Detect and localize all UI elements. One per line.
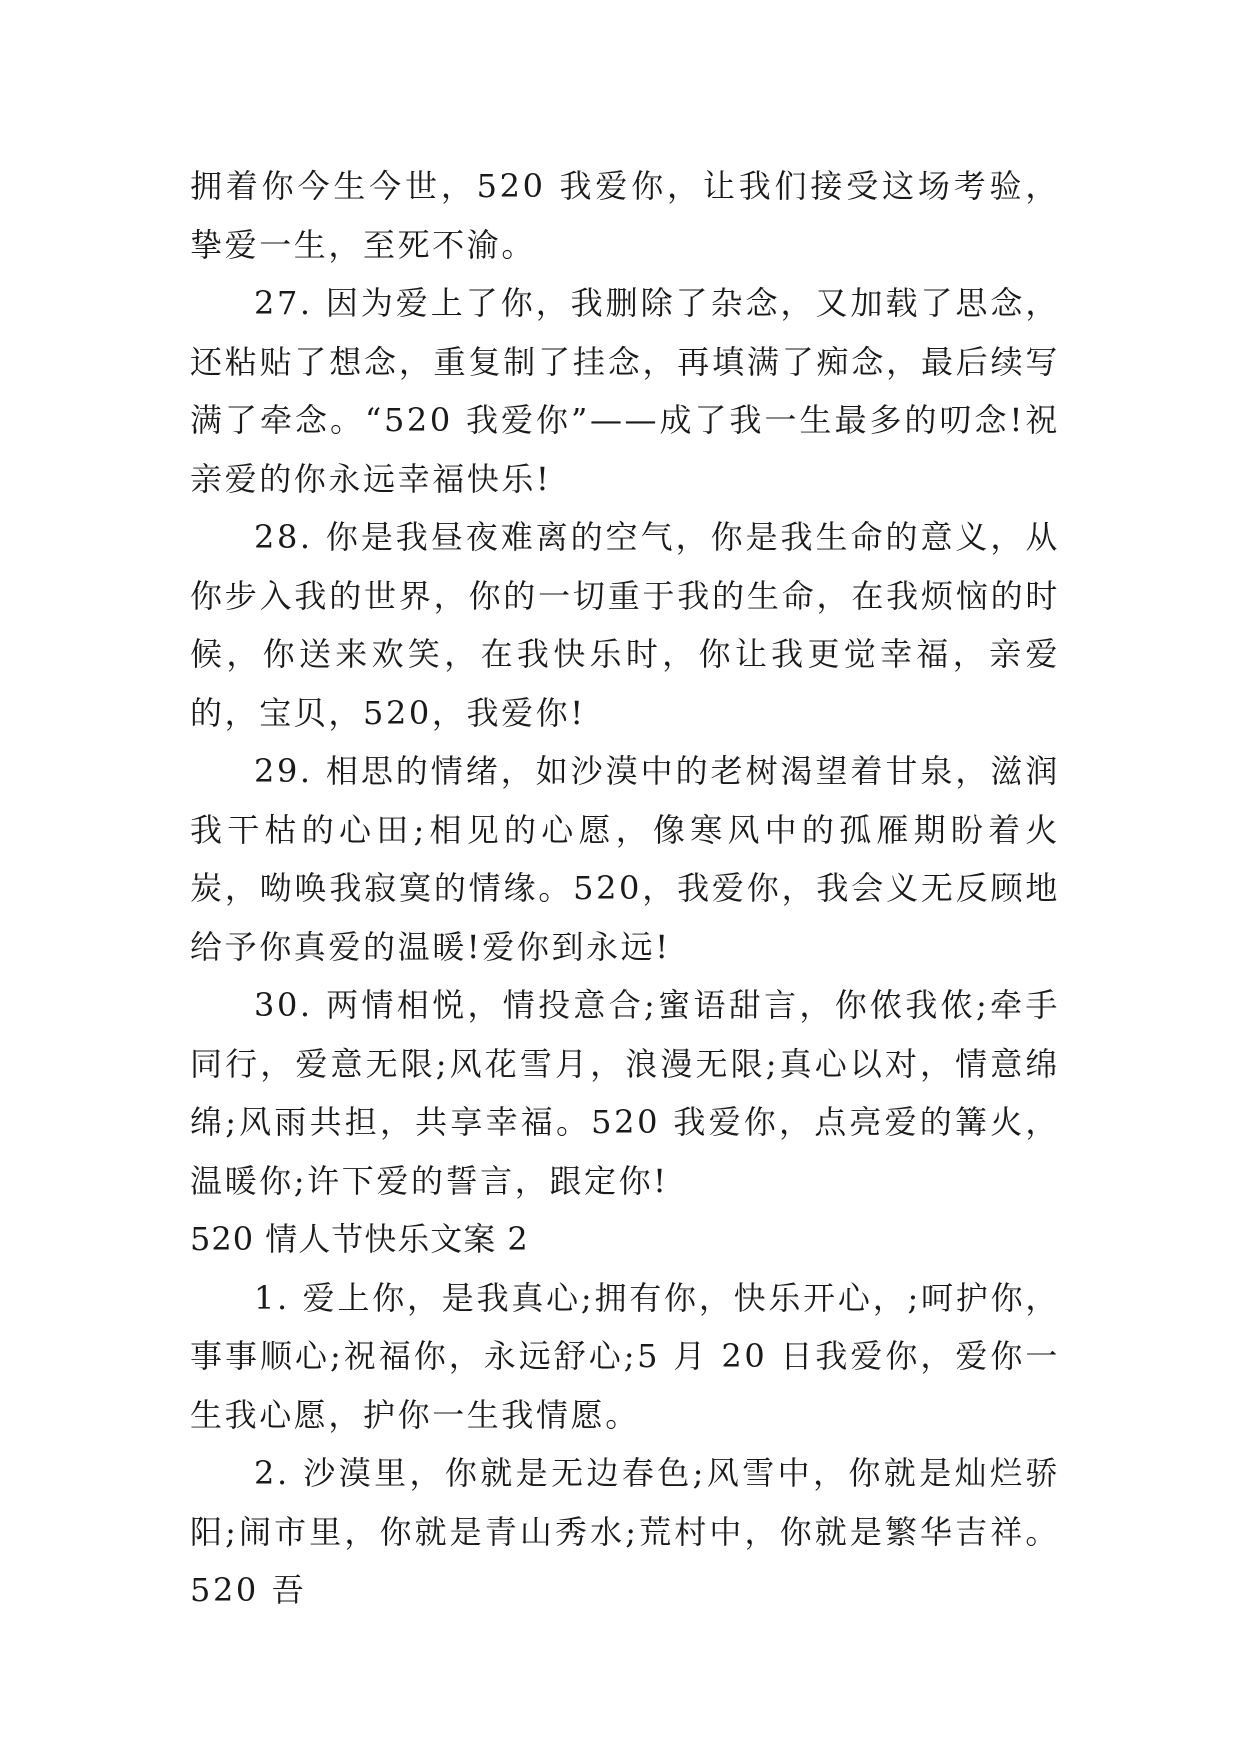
- paragraph-27: 27. 因为爱上了你，我删除了杂念，又加载了思念，还粘贴了想念，重复制了挂念，再填满了痴念，最后续写满了牵念。“520 我爱你”——成了我一生最多的叨念!祝亲爱的你永远幸福快乐!: [190, 284, 1060, 498]
- section-heading: 520 情人节快乐文案 2: [190, 1220, 529, 1258]
- section-paragraph-2: 2. 沙漠里，你就是无边春色;风雪中，你就是灿烂骄阳;闹市里，你就是青山秀水;荒村中，你就是繁华吉祥。520 吾: [190, 1454, 1060, 1609]
- paragraph-28: 28. 你是我昼夜难离的空气，你是我生命的意义，从你步入我的世界，你的一切重于我的生命，在我烦恼的时候，你送来欢笑，在我快乐时，你让我更觉幸福，亲爱的，宝贝，520，我爱你!: [190, 518, 1060, 732]
- paragraph-30: 30. 两情相悦，情投意合;蜜语甜言，你侬我侬;牵手同行，爱意无限;风花雪月，浪漫无限;真心以对，情意绵绵;风雨共担，共享幸福。520 我爱你，点亮爱的篝火，温暖你;许下爱的誓言，跟定你!: [190, 986, 1060, 1200]
- paragraph-29: 29. 相思的情绪，如沙漠中的老树渴望着甘泉，滋润我干枯的心田;相见的心愿，像寒风中的孤雁期盼着火炭，呦唤我寂寞的情缘。520，我爱你，我会义无反顾地给予你真爱的温暖!爱你到永远!: [190, 752, 1060, 966]
- document-body: [190, 157, 1060, 1620]
- section-paragraph-1: 1. 爱上你，是我真心;拥有你，快乐开心，;呵护你，事事顺心;祝福你，永远舒心;5 月 20 日我爱你，爱你一生我心愿，护你一生我情愿。: [190, 1278, 1060, 1434]
- paragraph-continued: 拥着你今生今世，520 我爱你，让我们接受这场考验，挚爱一生，至死不渝。: [190, 167, 1060, 264]
